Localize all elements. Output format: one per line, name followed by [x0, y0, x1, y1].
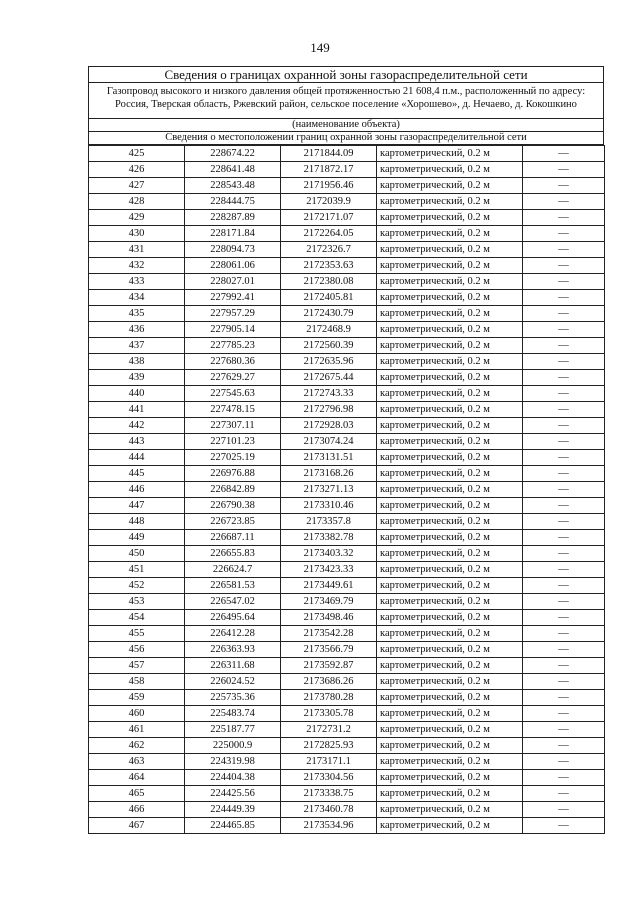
method-accuracy-cell: картометрический, 0.2 м	[377, 274, 523, 290]
coordinate-y-cell: 2172353.63	[281, 258, 377, 274]
note-cell: —	[523, 354, 605, 370]
coordinate-x-cell: 226363.93	[185, 642, 281, 658]
method-accuracy-cell: картометрический, 0.2 м	[377, 594, 523, 610]
coordinate-y-cell: 2172326.7	[281, 242, 377, 258]
point-number-cell: 451	[89, 562, 185, 578]
coordinate-x-cell: 228171.84	[185, 226, 281, 242]
point-number-cell: 446	[89, 482, 185, 498]
coordinate-y-cell: 2173168.26	[281, 466, 377, 482]
method-accuracy-cell: картометрический, 0.2 м	[377, 146, 523, 162]
coordinate-y-cell: 2172560.39	[281, 338, 377, 354]
coordinate-y-cell: 2173131.51	[281, 450, 377, 466]
coordinate-x-cell: 226547.02	[185, 594, 281, 610]
note-cell: —	[523, 338, 605, 354]
point-number-cell: 445	[89, 466, 185, 482]
coordinate-x-cell: 227785.23	[185, 338, 281, 354]
point-number-cell: 452	[89, 578, 185, 594]
point-number-cell: 462	[89, 738, 185, 754]
point-number-cell: 448	[89, 514, 185, 530]
table-row	[89, 146, 605, 162]
coordinate-y-cell: 2172405.81	[281, 290, 377, 306]
table-row	[89, 546, 605, 562]
object-description: Газопровод высокого и низкого давления общей протяженностью 21 608,4 п.м., расположенный по адресу: Россия, Тверская область, Ржевский район, сельское поселение «Хорошево», д. Нечаево, д. Кокошкино	[106, 86, 586, 110]
point-number-cell: 441	[89, 402, 185, 418]
method-accuracy-cell: картометрический, 0.2 м	[377, 242, 523, 258]
table-row	[89, 450, 605, 466]
point-number-cell: 440	[89, 386, 185, 402]
note-cell: —	[523, 546, 605, 562]
point-number-cell: 465	[89, 786, 185, 802]
point-number-cell: 429	[89, 210, 185, 226]
method-accuracy-cell: картометрический, 0.2 м	[377, 578, 523, 594]
table-row	[89, 258, 605, 274]
coordinate-x-cell: 226581.53	[185, 578, 281, 594]
method-accuracy-cell: картометрический, 0.2 м	[377, 770, 523, 786]
coordinate-y-cell: 2172380.08	[281, 274, 377, 290]
coordinate-x-cell: 226723.85	[185, 514, 281, 530]
coordinate-x-cell: 225735.36	[185, 690, 281, 706]
coordinate-y-cell: 2172264.05	[281, 226, 377, 242]
point-number-cell: 435	[89, 306, 185, 322]
coordinate-x-cell: 224449.39	[185, 802, 281, 818]
coordinate-x-cell: 226790.38	[185, 498, 281, 514]
coordinate-x-cell: 226495.64	[185, 610, 281, 626]
coordinate-x-cell: 226976.88	[185, 466, 281, 482]
point-number-cell: 433	[89, 274, 185, 290]
coordinate-x-cell: 228094.73	[185, 242, 281, 258]
point-number-cell: 442	[89, 418, 185, 434]
method-accuracy-cell: картометрический, 0.2 м	[377, 370, 523, 386]
coordinate-y-cell: 2173271.13	[281, 482, 377, 498]
table-row	[89, 658, 605, 674]
coordinate-x-cell: 225000.9	[185, 738, 281, 754]
coordinate-y-cell: 2173171.1	[281, 754, 377, 770]
coordinate-x-cell: 228027.01	[185, 274, 281, 290]
note-cell: —	[523, 370, 605, 386]
table-row	[89, 418, 605, 434]
table-row	[89, 690, 605, 706]
coordinate-y-cell: 2172743.33	[281, 386, 377, 402]
note-cell: —	[523, 274, 605, 290]
coordinate-x-cell: 226655.83	[185, 546, 281, 562]
coordinate-y-cell: 2172731.2	[281, 722, 377, 738]
point-number-cell: 463	[89, 754, 185, 770]
table-row	[89, 514, 605, 530]
method-accuracy-cell: картометрический, 0.2 м	[377, 402, 523, 418]
point-number-cell: 454	[89, 610, 185, 626]
point-number-cell: 467	[89, 818, 185, 834]
point-number-cell: 437	[89, 338, 185, 354]
table-row	[89, 482, 605, 498]
table-row	[89, 562, 605, 578]
note-cell: —	[523, 562, 605, 578]
table-row	[89, 594, 605, 610]
note-cell: —	[523, 194, 605, 210]
note-cell: —	[523, 482, 605, 498]
method-accuracy-cell: картометрический, 0.2 м	[377, 258, 523, 274]
point-number-cell: 459	[89, 690, 185, 706]
point-number-cell: 460	[89, 706, 185, 722]
table-row	[89, 674, 605, 690]
point-number-cell: 449	[89, 530, 185, 546]
document-title: Сведения о границах охранной зоны газораспределительной сети	[89, 67, 603, 83]
note-cell: —	[523, 178, 605, 194]
method-accuracy-cell: картометрический, 0.2 м	[377, 818, 523, 834]
method-accuracy-cell: картометрический, 0.2 м	[377, 610, 523, 626]
coordinate-x-cell: 226412.28	[185, 626, 281, 642]
note-cell: —	[523, 146, 605, 162]
table-row	[89, 194, 605, 210]
table-row	[89, 642, 605, 658]
coordinate-y-cell: 2172796.98	[281, 402, 377, 418]
note-cell: —	[523, 674, 605, 690]
point-number-cell: 444	[89, 450, 185, 466]
coordinate-x-cell: 228444.75	[185, 194, 281, 210]
table-row	[89, 178, 605, 194]
table-row	[89, 530, 605, 546]
table-row	[89, 274, 605, 290]
table-row	[89, 578, 605, 594]
note-cell: —	[523, 690, 605, 706]
method-accuracy-cell: картометрический, 0.2 м	[377, 706, 523, 722]
coordinate-x-cell: 224465.85	[185, 818, 281, 834]
coordinate-y-cell: 2172171.07	[281, 210, 377, 226]
coordinate-y-cell: 2173305.78	[281, 706, 377, 722]
coordinate-y-cell: 2173074.24	[281, 434, 377, 450]
coordinate-y-cell: 2171872.17	[281, 162, 377, 178]
method-accuracy-cell: картометрический, 0.2 м	[377, 786, 523, 802]
method-accuracy-cell: картометрический, 0.2 м	[377, 658, 523, 674]
point-number-cell: 439	[89, 370, 185, 386]
method-accuracy-cell: картометрический, 0.2 м	[377, 626, 523, 642]
coordinate-y-cell: 2173460.78	[281, 802, 377, 818]
point-number-cell: 447	[89, 498, 185, 514]
table-row	[89, 370, 605, 386]
note-cell: —	[523, 610, 605, 626]
coordinate-y-cell: 2172468.9	[281, 322, 377, 338]
coordinate-y-cell: 2172675.44	[281, 370, 377, 386]
note-cell: —	[523, 418, 605, 434]
method-accuracy-cell: картометрический, 0.2 м	[377, 674, 523, 690]
point-number-cell: 466	[89, 802, 185, 818]
coordinates-table-body	[89, 146, 605, 834]
table-row	[89, 210, 605, 226]
coordinate-x-cell: 227957.29	[185, 306, 281, 322]
coordinate-x-cell: 226624.7	[185, 562, 281, 578]
table-row	[89, 242, 605, 258]
point-number-cell: 428	[89, 194, 185, 210]
coordinate-x-cell: 227992.41	[185, 290, 281, 306]
point-number-cell: 453	[89, 594, 185, 610]
coordinate-x-cell: 227101.23	[185, 434, 281, 450]
note-cell: —	[523, 322, 605, 338]
coordinate-x-cell: 228287.89	[185, 210, 281, 226]
method-accuracy-cell: картометрический, 0.2 м	[377, 530, 523, 546]
coordinate-y-cell: 2172039.9	[281, 194, 377, 210]
section-caption: Сведения о местоположении границ охранной зоны газораспределительной сети	[89, 132, 603, 145]
method-accuracy-cell: картометрический, 0.2 м	[377, 434, 523, 450]
coordinate-y-cell: 2172825.93	[281, 738, 377, 754]
method-accuracy-cell: картометрический, 0.2 м	[377, 738, 523, 754]
note-cell: —	[523, 258, 605, 274]
coordinate-y-cell: 2173403.32	[281, 546, 377, 562]
coordinate-x-cell: 225187.77	[185, 722, 281, 738]
note-cell: —	[523, 818, 605, 834]
point-number-cell: 432	[89, 258, 185, 274]
coordinate-x-cell: 224425.56	[185, 786, 281, 802]
coordinate-x-cell: 227905.14	[185, 322, 281, 338]
table-row	[89, 402, 605, 418]
coordinate-x-cell: 227629.27	[185, 370, 281, 386]
coordinate-y-cell: 2173780.28	[281, 690, 377, 706]
method-accuracy-cell: картометрический, 0.2 м	[377, 226, 523, 242]
method-accuracy-cell: картометрический, 0.2 м	[377, 546, 523, 562]
point-number-cell: 425	[89, 146, 185, 162]
point-number-cell: 427	[89, 178, 185, 194]
method-accuracy-cell: картометрический, 0.2 м	[377, 562, 523, 578]
point-number-cell: 436	[89, 322, 185, 338]
note-cell: —	[523, 514, 605, 530]
table-row	[89, 498, 605, 514]
note-cell: —	[523, 802, 605, 818]
table-row	[89, 434, 605, 450]
point-number-cell: 426	[89, 162, 185, 178]
coordinate-x-cell: 226842.89	[185, 482, 281, 498]
method-accuracy-cell: картометрический, 0.2 м	[377, 690, 523, 706]
object-name-caption: (наименование объекта)	[89, 118, 603, 132]
coordinate-x-cell: 226311.68	[185, 658, 281, 674]
note-cell: —	[523, 466, 605, 482]
method-accuracy-cell: картометрический, 0.2 м	[377, 338, 523, 354]
point-number-cell: 450	[89, 546, 185, 562]
coordinate-x-cell: 226024.52	[185, 674, 281, 690]
method-accuracy-cell: картометрический, 0.2 м	[377, 194, 523, 210]
coordinate-y-cell: 2173542.28	[281, 626, 377, 642]
method-accuracy-cell: картометрический, 0.2 м	[377, 418, 523, 434]
coordinate-y-cell: 2173423.33	[281, 562, 377, 578]
page-number: 149	[310, 40, 330, 55]
table-row	[89, 386, 605, 402]
table-row	[89, 754, 605, 770]
note-cell: —	[523, 306, 605, 322]
method-accuracy-cell: картометрический, 0.2 м	[377, 514, 523, 530]
method-accuracy-cell: картометрический, 0.2 м	[377, 802, 523, 818]
coordinate-y-cell: 2173449.61	[281, 578, 377, 594]
point-number-cell: 461	[89, 722, 185, 738]
point-number-cell: 464	[89, 770, 185, 786]
coordinate-x-cell: 228641.48	[185, 162, 281, 178]
coordinate-x-cell: 228061.06	[185, 258, 281, 274]
note-cell: —	[523, 738, 605, 754]
note-cell: —	[523, 226, 605, 242]
coordinate-x-cell: 224404.38	[185, 770, 281, 786]
method-accuracy-cell: картометрический, 0.2 м	[377, 498, 523, 514]
coordinate-y-cell: 2173304.56	[281, 770, 377, 786]
method-accuracy-cell: картометрический, 0.2 м	[377, 642, 523, 658]
coordinate-x-cell: 227307.11	[185, 418, 281, 434]
method-accuracy-cell: картометрический, 0.2 м	[377, 482, 523, 498]
coordinate-x-cell: 227025.19	[185, 450, 281, 466]
table-row	[89, 290, 605, 306]
table-row	[89, 626, 605, 642]
note-cell: —	[523, 578, 605, 594]
method-accuracy-cell: картометрический, 0.2 м	[377, 306, 523, 322]
note-cell: —	[523, 642, 605, 658]
method-accuracy-cell: картометрический, 0.2 м	[377, 450, 523, 466]
table-row	[89, 354, 605, 370]
coordinate-y-cell: 2173469.79	[281, 594, 377, 610]
point-number-cell: 438	[89, 354, 185, 370]
note-cell: —	[523, 450, 605, 466]
table-row	[89, 306, 605, 322]
note-cell: —	[523, 402, 605, 418]
table-row	[89, 322, 605, 338]
note-cell: —	[523, 722, 605, 738]
coordinate-x-cell: 224319.98	[185, 754, 281, 770]
coordinate-x-cell: 228543.48	[185, 178, 281, 194]
note-cell: —	[523, 162, 605, 178]
note-cell: —	[523, 498, 605, 514]
coordinate-x-cell: 227545.63	[185, 386, 281, 402]
note-cell: —	[523, 770, 605, 786]
coordinate-y-cell: 2171844.09	[281, 146, 377, 162]
method-accuracy-cell: картометрический, 0.2 м	[377, 722, 523, 738]
coordinate-x-cell: 226687.11	[185, 530, 281, 546]
note-cell: —	[523, 754, 605, 770]
coordinate-y-cell: 2173498.46	[281, 610, 377, 626]
note-cell: —	[523, 290, 605, 306]
point-number-cell: 455	[89, 626, 185, 642]
method-accuracy-cell: картометрический, 0.2 м	[377, 754, 523, 770]
note-cell: —	[523, 242, 605, 258]
table-row	[89, 706, 605, 722]
coordinate-y-cell: 2173534.96	[281, 818, 377, 834]
note-cell: —	[523, 434, 605, 450]
note-cell: —	[523, 210, 605, 226]
note-cell: —	[523, 658, 605, 674]
table-row	[89, 770, 605, 786]
coordinate-x-cell: 227478.15	[185, 402, 281, 418]
table-row	[89, 738, 605, 754]
point-number-cell: 443	[89, 434, 185, 450]
method-accuracy-cell: картометрический, 0.2 м	[377, 178, 523, 194]
coordinate-y-cell: 2173566.79	[281, 642, 377, 658]
coordinate-x-cell: 227680.36	[185, 354, 281, 370]
coordinate-y-cell: 2172430.79	[281, 306, 377, 322]
boundary-sheet	[88, 66, 604, 834]
method-accuracy-cell: картометрический, 0.2 м	[377, 322, 523, 338]
method-accuracy-cell: картометрический, 0.2 м	[377, 354, 523, 370]
table-row	[89, 226, 605, 242]
coordinate-y-cell: 2171956.46	[281, 178, 377, 194]
method-accuracy-cell: картометрический, 0.2 м	[377, 466, 523, 482]
coordinate-x-cell: 225483.74	[185, 706, 281, 722]
coordinate-y-cell: 2172635.96	[281, 354, 377, 370]
method-accuracy-cell: картометрический, 0.2 м	[377, 386, 523, 402]
table-row	[89, 338, 605, 354]
table-row	[89, 786, 605, 802]
point-number-cell: 431	[89, 242, 185, 258]
note-cell: —	[523, 786, 605, 802]
method-accuracy-cell: картометрический, 0.2 м	[377, 162, 523, 178]
method-accuracy-cell: картометрический, 0.2 м	[377, 290, 523, 306]
coordinate-y-cell: 2173382.78	[281, 530, 377, 546]
note-cell: —	[523, 706, 605, 722]
point-number-cell: 434	[89, 290, 185, 306]
coordinate-y-cell: 2173686.26	[281, 674, 377, 690]
coordinate-y-cell: 2173357.8	[281, 514, 377, 530]
table-row	[89, 466, 605, 482]
note-cell: —	[523, 626, 605, 642]
coordinate-x-cell: 228674.22	[185, 146, 281, 162]
point-number-cell: 456	[89, 642, 185, 658]
table-row	[89, 802, 605, 818]
coordinates-table	[88, 145, 605, 834]
header-block	[88, 66, 604, 145]
method-accuracy-cell: картометрический, 0.2 м	[377, 210, 523, 226]
coordinate-y-cell: 2172928.03	[281, 418, 377, 434]
table-row	[89, 818, 605, 834]
note-cell: —	[523, 530, 605, 546]
coordinate-y-cell: 2173310.46	[281, 498, 377, 514]
table-row	[89, 610, 605, 626]
point-number-cell: 458	[89, 674, 185, 690]
note-cell: —	[523, 386, 605, 402]
table-row	[89, 162, 605, 178]
table-row	[89, 722, 605, 738]
point-number-cell: 430	[89, 226, 185, 242]
point-number-cell: 457	[89, 658, 185, 674]
note-cell: —	[523, 594, 605, 610]
coordinate-y-cell: 2173338.75	[281, 786, 377, 802]
coordinate-y-cell: 2173592.87	[281, 658, 377, 674]
